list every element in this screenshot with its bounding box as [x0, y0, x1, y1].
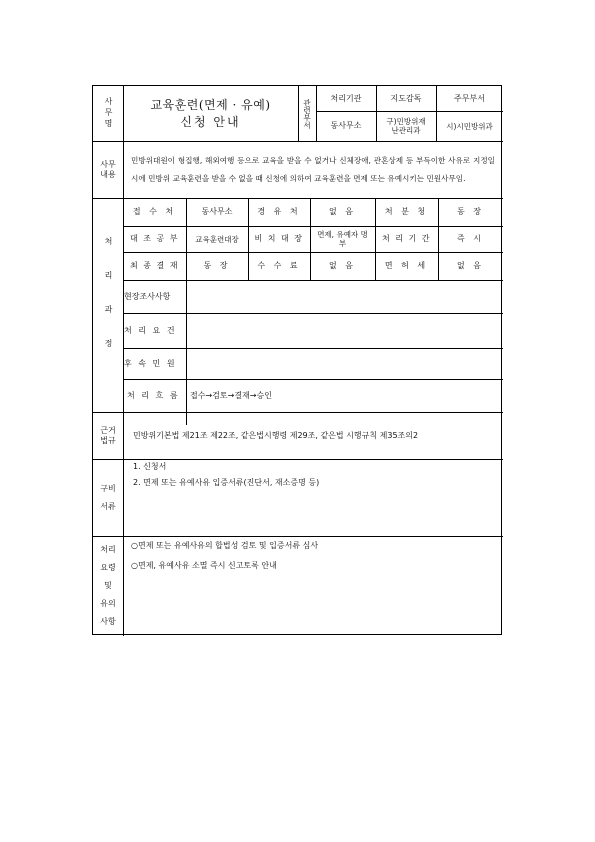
documents-list — [123, 459, 503, 536]
content-label: 사무내용 — [100, 159, 116, 179]
via-value: 없 음 — [329, 207, 356, 216]
main-dept-label: 주무부서 — [454, 93, 485, 103]
follow-up-value — [186, 348, 503, 379]
related-dept-label — [298, 86, 316, 141]
document-item: 1. 신청서 — [133, 462, 167, 471]
civil-affairs-form — [92, 85, 502, 635]
flow-value: 접수→검토→결재→승인 — [190, 390, 272, 400]
fee-value: 없 음 — [329, 261, 356, 270]
office-name-label — [93, 86, 123, 141]
processing-agency-label: 처리기관 — [330, 93, 362, 103]
notes-label-line: 사항 — [100, 617, 116, 626]
process-label — [93, 198, 123, 412]
legal-basis-text: 민방위기본법 제21조 제22조, 같은법시행령 제29조, 같은법 시행규칙 제35조의2 — [133, 430, 419, 440]
document-item: 2. 면제 또는 유예사유 입증서류(진단서, 재소증명 등) — [133, 478, 320, 487]
form-title — [123, 86, 298, 141]
notes-label — [93, 536, 123, 636]
notes-label-line: 요령 — [100, 563, 116, 572]
via-label: 경 유 처 — [257, 207, 301, 216]
dispose-label: 처 분 청 — [384, 207, 429, 216]
final-approval-label: 최 종 결 재 — [129, 261, 180, 270]
processing-agency-value: 동사무소 — [330, 121, 362, 130]
note-item: ○면제 또는 유예사유의 합법성 검토 및 입증서류 심사 — [131, 541, 319, 550]
content-text: 민방위대원이 형집행, 해외여행 등으로 교육을 받을 수 없거나 신체장애, 관혼상제 등 부득이한 사유로 지정일시에 민방위 교육훈련을 받을 수 없을 때 신청에 의하여 교육훈련을 면제 또는 유예시키는 민원사무임. — [131, 155, 495, 183]
notes-list — [123, 536, 503, 636]
ledger-label: 대 조 공 부 — [129, 234, 180, 243]
documents-label: 구비서류 — [100, 483, 116, 511]
follow-up-label: 후 속 민 원 — [124, 358, 177, 368]
period-value: 즉 시 — [457, 234, 484, 243]
flow-label: 처 리 흐 름 — [127, 390, 180, 400]
notes-label-line: 처리 — [100, 545, 116, 554]
license-tax-label: 면 허 세 — [384, 261, 429, 270]
receive-value: 동사무소 — [201, 207, 233, 216]
process-label-text: 처리과정 — [104, 237, 113, 373]
form-title-line-1: 교육훈련(면제 · 유예) — [150, 97, 271, 112]
legal-basis-label: 근거법규 — [100, 425, 116, 445]
site-survey-value — [186, 280, 503, 313]
license-tax-value: 없 음 — [457, 261, 484, 270]
note-item: ○면제, 유예사유 소멸 즉시 신고토록 안내 — [131, 561, 277, 570]
office-name-label-text: 사무명 — [104, 97, 113, 130]
notes-label-line: 및 — [104, 581, 112, 590]
ledger-value: 교육훈련대장 — [195, 234, 239, 244]
main-dept-value: 시)시민방위과 — [446, 121, 493, 131]
requirements-value — [186, 313, 503, 348]
final-approval-value: 동 장 — [203, 261, 231, 270]
dispose-value: 동 장 — [457, 207, 484, 216]
site-survey-label: 현장조사사항 — [124, 291, 171, 301]
fee-label: 수 수 료 — [257, 261, 301, 270]
register-label: 비 치 대 장 — [254, 234, 304, 243]
receive-label: 접 수 처 — [132, 207, 177, 216]
related-dept-label-text: 관련부서 — [302, 98, 312, 129]
supervision-value: 구)민방위재난관리과 — [386, 117, 426, 135]
form-title-line-2: 신청 안내 — [180, 114, 241, 129]
supervision-label: 지도감독 — [390, 93, 422, 103]
register-value: 면제, 유예자 명부 — [317, 230, 368, 248]
notes-label-line: 유의 — [100, 599, 116, 608]
period-label: 처 리 기 간 — [381, 234, 432, 243]
requirements-label: 처 리 요 건 — [124, 325, 177, 335]
